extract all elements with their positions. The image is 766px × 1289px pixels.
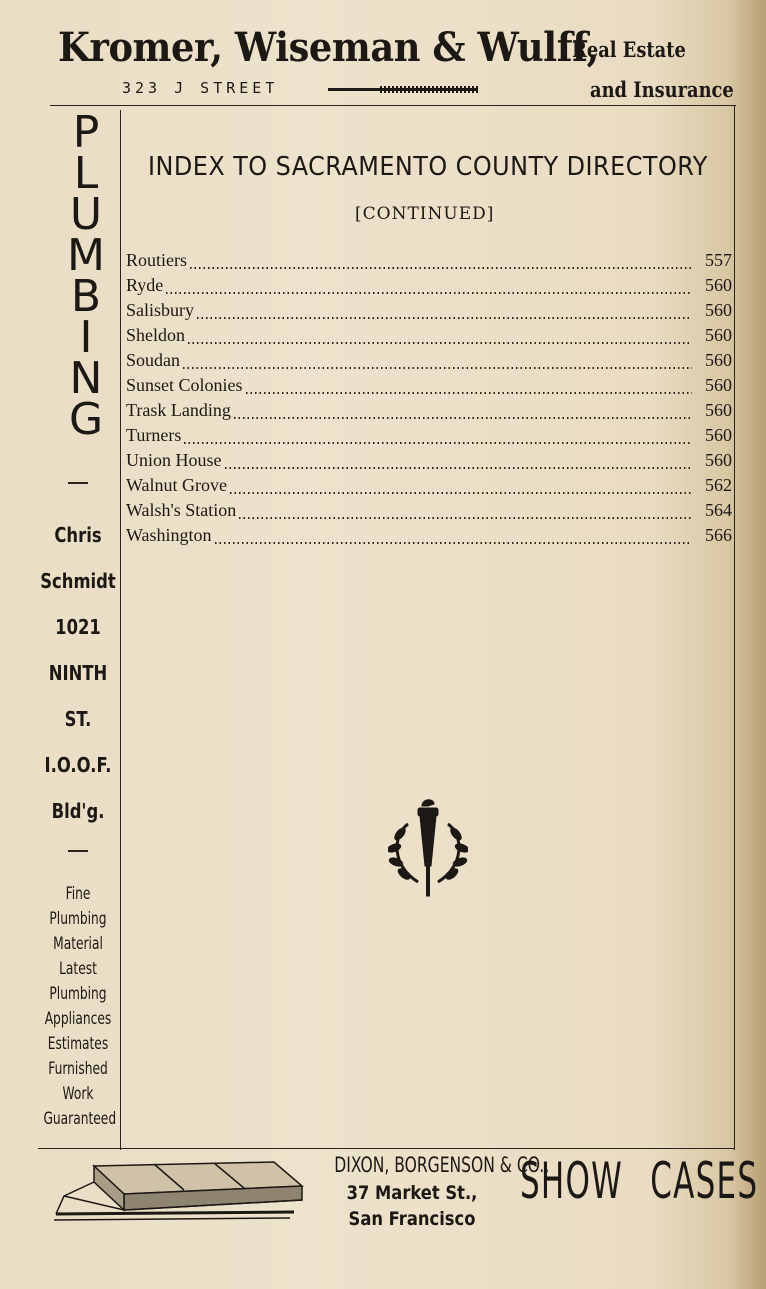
footer-advertiser <box>307 1150 550 1232</box>
entry-name: Turners <box>126 425 182 445</box>
entry-leader-dots <box>188 342 692 344</box>
entry-leader-dots <box>239 517 692 519</box>
entry-leader-dots <box>190 267 692 269</box>
plumbing-letter: M <box>67 230 105 281</box>
entry-leader-dots <box>230 492 692 494</box>
entry-leader-dots <box>234 417 692 419</box>
header-services-line2: and Insurance <box>590 77 734 102</box>
footer-address: 37 Market St., <box>346 1182 478 1204</box>
index-entry <box>126 425 732 450</box>
entry-name: Ryde <box>126 275 164 295</box>
contact-line: Bld'g. <box>51 799 105 823</box>
entry-page: 562 <box>705 475 732 495</box>
entry-name: Soudan <box>126 350 180 370</box>
plumbing-letter: N <box>69 353 103 404</box>
detail-line: Plumbing <box>49 909 107 929</box>
entry-page: 560 <box>705 450 732 470</box>
index-entry <box>126 450 732 475</box>
footer-show-cases <box>520 1150 759 1212</box>
plumbing-letter: G <box>68 394 104 445</box>
entry-name: Salisbury <box>126 300 195 320</box>
frame-right-rule <box>734 105 735 1150</box>
footer-city: San Francisco <box>348 1208 476 1230</box>
footer-cases-word: CASES <box>650 1152 759 1210</box>
index-entry <box>126 400 732 425</box>
plumbing-letter: B <box>70 271 102 322</box>
index-entry <box>126 525 732 550</box>
entry-page: 560 <box>705 275 732 295</box>
detail-line: Plumbing <box>49 984 107 1004</box>
entry-leader-dots <box>225 467 693 469</box>
sidebar-dash <box>68 850 88 852</box>
index-subtitle: [CONTINUED] <box>355 204 495 224</box>
footer-show-word: SHOW <box>520 1152 624 1210</box>
detail-line: Fine <box>65 884 91 904</box>
contact-line: NINTH <box>48 661 108 685</box>
sidebar-plumbing-word <box>56 107 116 445</box>
header-firm-name: Kromer, Wiseman & Wulff, <box>58 24 599 71</box>
entry-name: Walnut Grove <box>126 475 228 495</box>
detail-line: Work <box>62 1084 94 1104</box>
header-address: 323 J STREET <box>122 79 279 97</box>
entry-leader-dots <box>197 317 692 319</box>
header-services-line1: Real Estate <box>572 37 686 62</box>
detail-line: Furnished <box>48 1059 108 1079</box>
contact-line: ST. <box>64 707 92 731</box>
entry-page: 560 <box>705 375 732 395</box>
entry-leader-dots <box>215 542 692 544</box>
detail-line: Guaranteed <box>43 1109 117 1129</box>
plumbing-letter: I <box>79 312 93 363</box>
entry-page: 560 <box>705 300 732 320</box>
torch-wreath-icon <box>388 796 468 900</box>
contact-line: Schmidt <box>40 569 116 593</box>
frame-bottom-rule <box>38 1148 734 1149</box>
index-entry <box>126 350 732 375</box>
index-entry <box>126 275 732 300</box>
index-entry <box>126 500 732 525</box>
entry-leader-dots <box>183 367 692 369</box>
entry-name: Sheldon <box>126 325 186 345</box>
entry-page: 560 <box>705 325 732 345</box>
header-services <box>572 30 742 110</box>
sidebar-details <box>30 882 126 1132</box>
index-title: INDEX TO SACRAMENTO COUNTY DIRECTORY <box>148 152 708 182</box>
contact-line: 1021 <box>55 615 101 639</box>
detail-line: Appliances <box>44 1009 112 1029</box>
frame-top-rule <box>50 105 736 106</box>
sidebar-dash <box>68 482 88 484</box>
detail-line: Latest <box>59 959 97 979</box>
entry-leader-dots <box>184 442 692 444</box>
entry-page: 560 <box>705 350 732 370</box>
detail-line: Material <box>53 934 103 954</box>
entry-leader-dots <box>166 292 692 294</box>
entry-page: 560 <box>705 425 732 445</box>
contact-line: I.O.O.F. <box>44 753 112 777</box>
entry-name: Routiers <box>126 250 187 270</box>
show-case-icon <box>54 1156 306 1224</box>
detail-line: Estimates <box>47 1034 109 1054</box>
plumbing-letter: L <box>73 148 99 199</box>
sidebar-contact <box>30 512 126 834</box>
index-entry <box>126 375 732 400</box>
header-rule-hatch <box>380 86 478 93</box>
footer-company-name: DIXON, BORGENSON & CO., <box>334 1153 550 1177</box>
entry-page: 566 <box>705 525 732 545</box>
index-entry <box>126 475 732 500</box>
entry-name: Washington <box>126 525 212 545</box>
index-entries <box>126 250 732 550</box>
entry-page: 560 <box>705 400 732 420</box>
entry-name: Sunset Colonies <box>126 375 243 395</box>
index-entry <box>126 300 732 325</box>
contact-line: Chris <box>54 523 102 547</box>
entry-leader-dots <box>246 392 692 394</box>
index-entry <box>126 325 732 350</box>
plumbing-letter: U <box>69 189 103 240</box>
plumbing-letter: P <box>72 107 100 158</box>
index-entry <box>126 250 732 275</box>
entry-page: 557 <box>705 250 732 270</box>
entry-name: Union House <box>126 450 222 470</box>
entry-name: Trask Landing <box>126 400 231 420</box>
entry-name: Walsh's Station <box>126 500 237 520</box>
entry-page: 564 <box>705 500 732 520</box>
